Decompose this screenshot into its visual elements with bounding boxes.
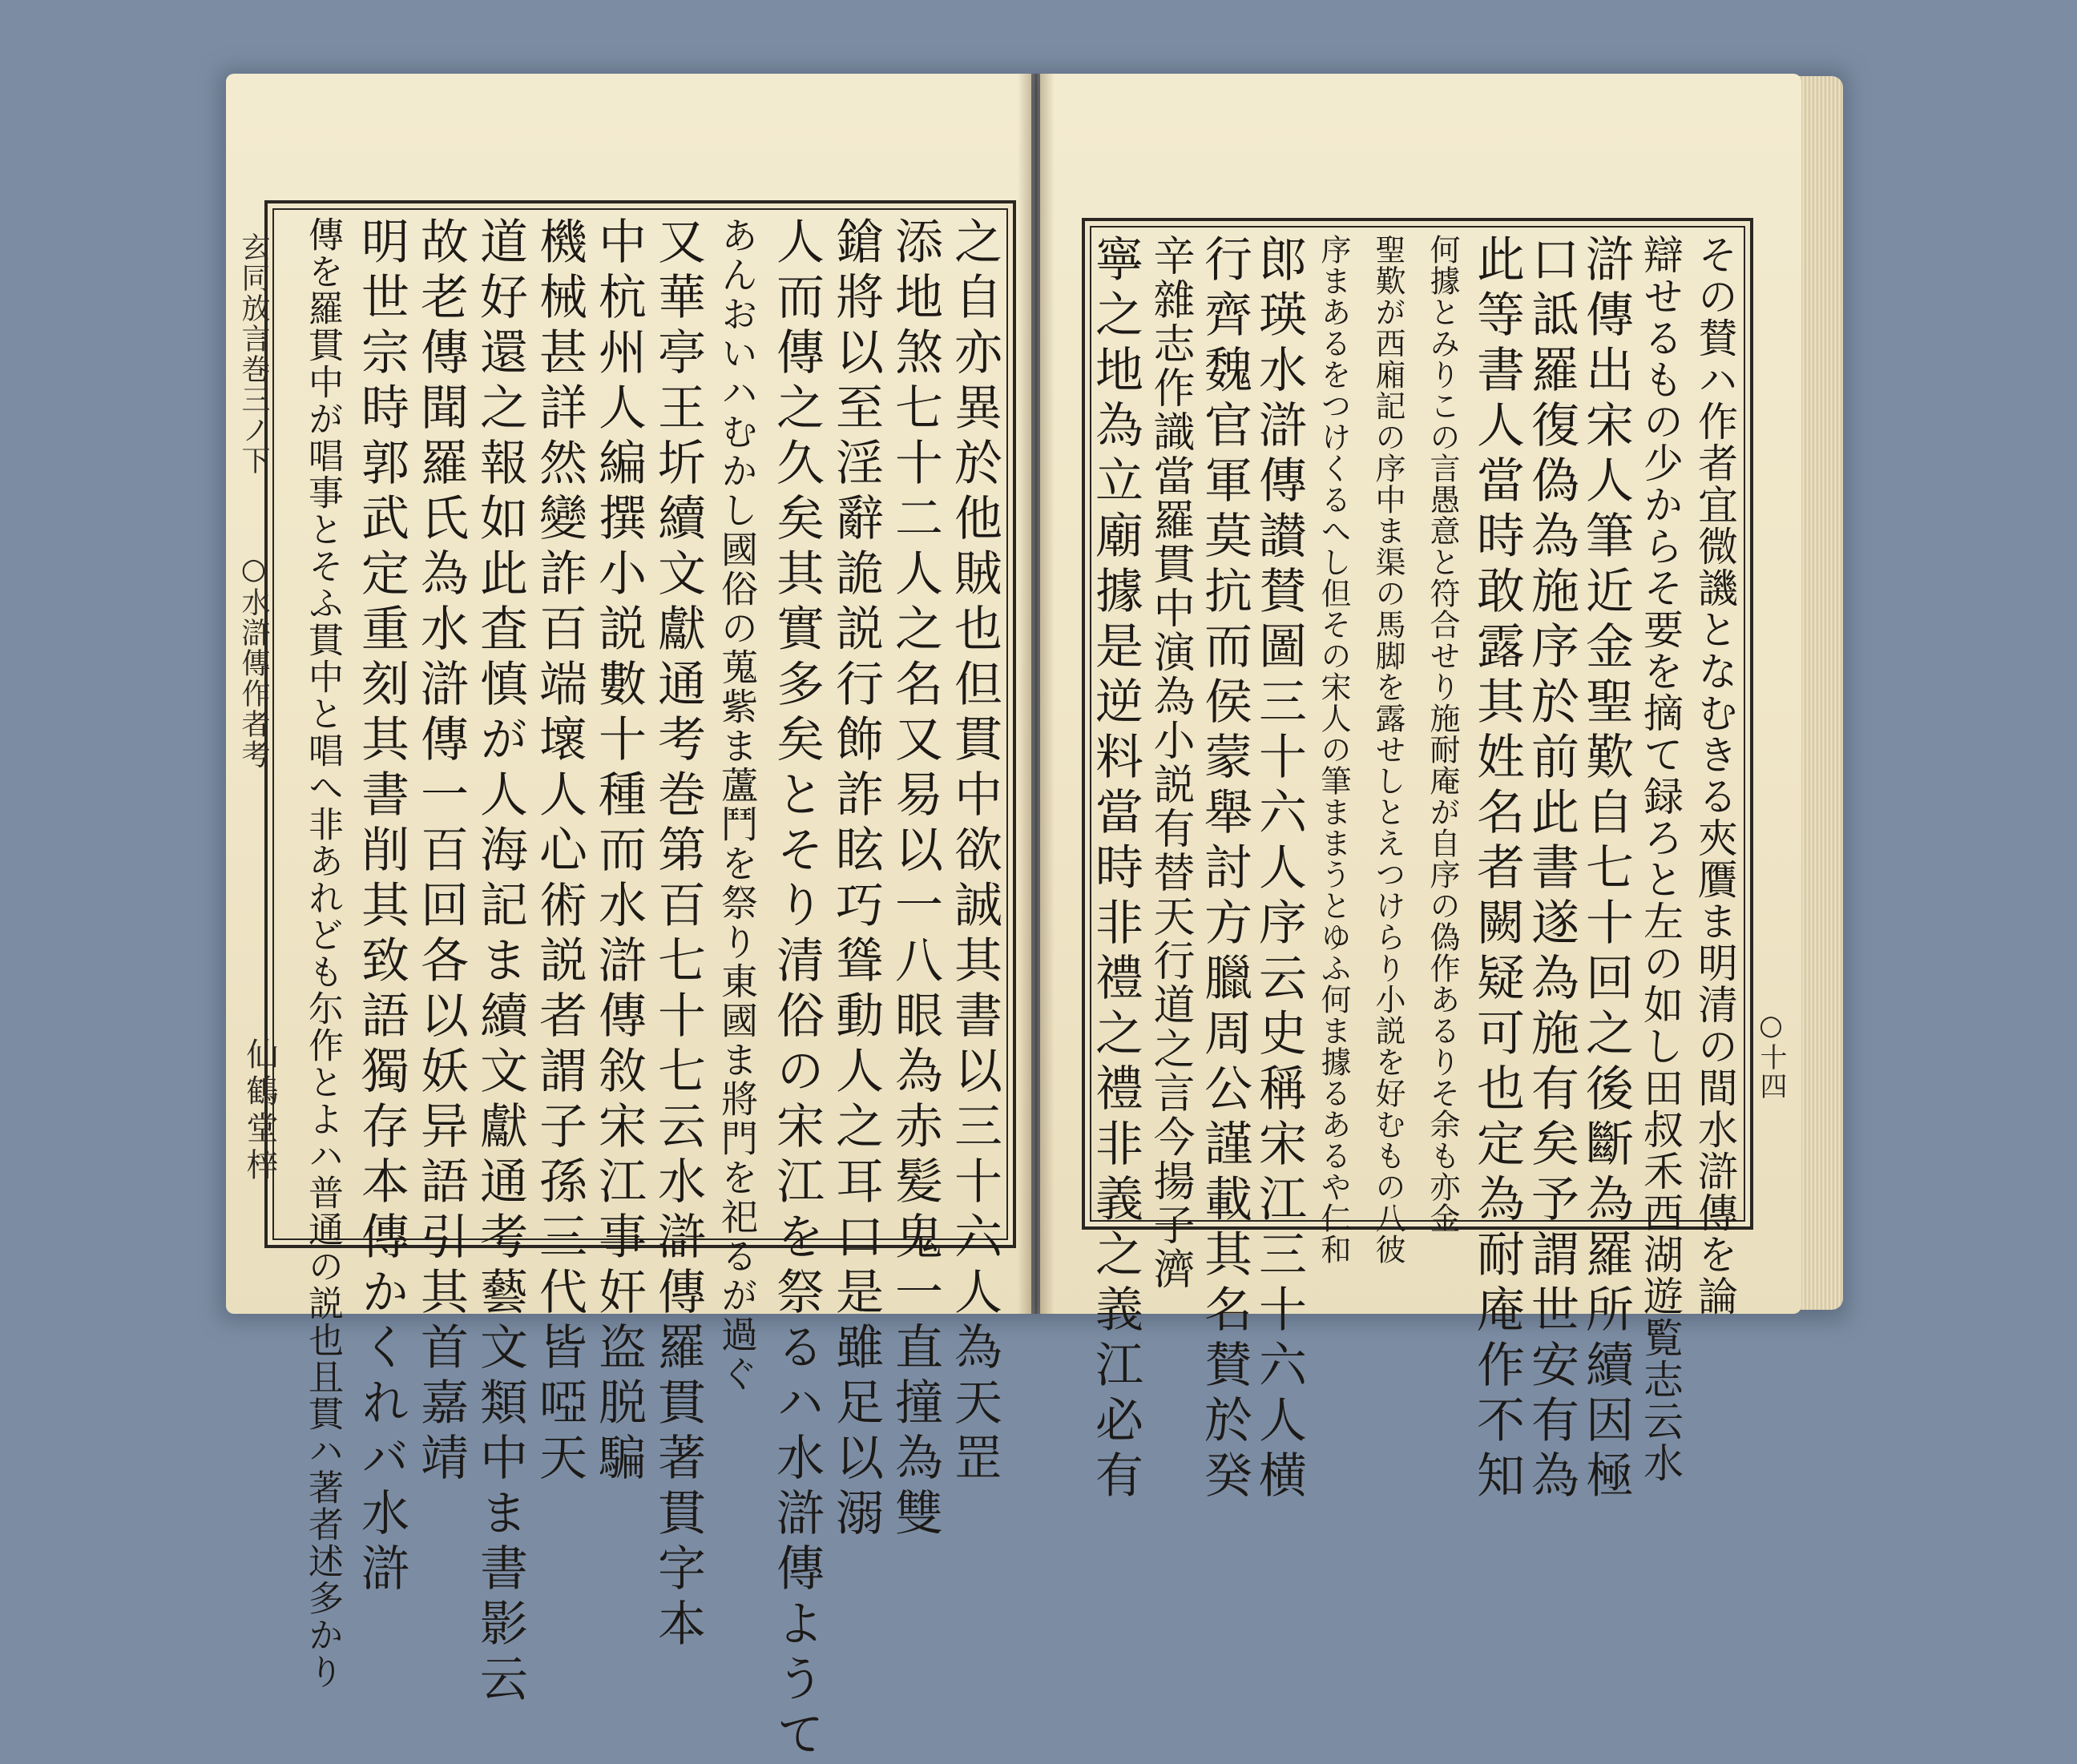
right-column-9: 郎瑛水滸傳讃賛圖三十六人序云史稱宋江三十六人横	[1251, 234, 1307, 1505]
left-column-8: 機械甚詳然變詐百端壞人心術説者謂子孫三代皆啞天	[531, 216, 587, 1488]
right-column-12: 寧之地為立廟據是逆料當時非禮之禮非義之義江必有	[1087, 234, 1143, 1505]
right-column-4: 口詆羅復偽為施序於前此書遂為施有矣予謂世安有為	[1523, 234, 1579, 1505]
left-column-9: 道好還之報如此査慎が人海記ま續文獻通考藝文類中ま書影云	[472, 216, 528, 1709]
left-column-12: 傳を羅貫中が唱事とそふ貫中と唱へ非あれども尓作とよハ普通の説也且貫ハ著者述多かり	[302, 216, 343, 1690]
left-column-4: 人而傳之久矣其實多矣とそり清俗の宋江を祭るハ水滸傳ようて	[768, 216, 825, 1764]
right-column-6: 何據とみりこの言愚意と符合せり施耐庵が自序の偽作あるりそ余も亦金	[1425, 234, 1460, 1234]
left-column-6: 又華亭王圻續文獻通考巻第百七十七云水滸傳羅貫著貫字本	[650, 216, 706, 1653]
right-column-2: 辯せるもの少からそ要を摘て録ろと左の如し田叔禾西湖遊覧志云水	[1637, 234, 1684, 1484]
left-column-3: 鎗將以至淫辭詭説行飾詐眩巧聳動人之耳口是雖足以溺	[828, 216, 884, 1543]
left-column-7: 中杭州人編撰小説數十種而水滸傳敘宋江事奸盗脱騙	[591, 216, 647, 1488]
right-column-1: その賛ハ作者宜微譏となむきる夾贋ま明清の間水滸傳を論	[1692, 234, 1738, 1317]
margin-book-title: 玄同放言巻三ノ下	[237, 232, 270, 476]
left-column-5: あんおいハむかし國俗の蒐紫ま蘆鬥を祭り東國ま將門を祀るが過ぐ	[716, 216, 759, 1394]
right-column-7: 聖歎が西廂記の序中ま渠の馬脚を露せしとえつけらり小説を好むもの八彼	[1370, 234, 1406, 1265]
book-gutter	[1018, 74, 1055, 1314]
margin-section-title: ○水滸傳作者考	[237, 553, 270, 770]
publisher-mark: 仙鶴堂梓	[241, 1037, 278, 1185]
left-column-2: 添地煞七十二人之名又易以一八眼為赤髪鬼一直撞為雙	[887, 216, 943, 1543]
left-column-1: 之自亦異於他賊也但貫中欲誠其書以三十六人為天罡	[946, 216, 1002, 1488]
page-number: ○十四	[1755, 1009, 1787, 1101]
right-column-10: 行齊魏官軍莫抗而侯蒙舉討方臘周公謹載其名賛於癸	[1196, 234, 1252, 1505]
left-column-11: 明世宗時郭武定重刻其書削其致語獨存本傳かくれバ水滸	[353, 216, 409, 1598]
right-column-11: 辛雜志作識當羅貫中演為小説有替天行道之言今揚子濟	[1146, 234, 1194, 1291]
right-column-8: 序まあるをつけくるへし但その宋人の筆ままうとゆふ何ま據るあるや仁和	[1316, 234, 1351, 1265]
left-column-10: 故老傳聞羅氏為水滸傳一百回各以妖异語引其首嘉靖	[413, 216, 469, 1488]
right-column-3: 滸傳出宋人筆近金聖歎自七十回之後斷為羅所續因極	[1578, 234, 1634, 1505]
right-column-5: 此等書人當時敢露其姓名者闕疑可也定為耐庵作不知	[1469, 234, 1525, 1505]
